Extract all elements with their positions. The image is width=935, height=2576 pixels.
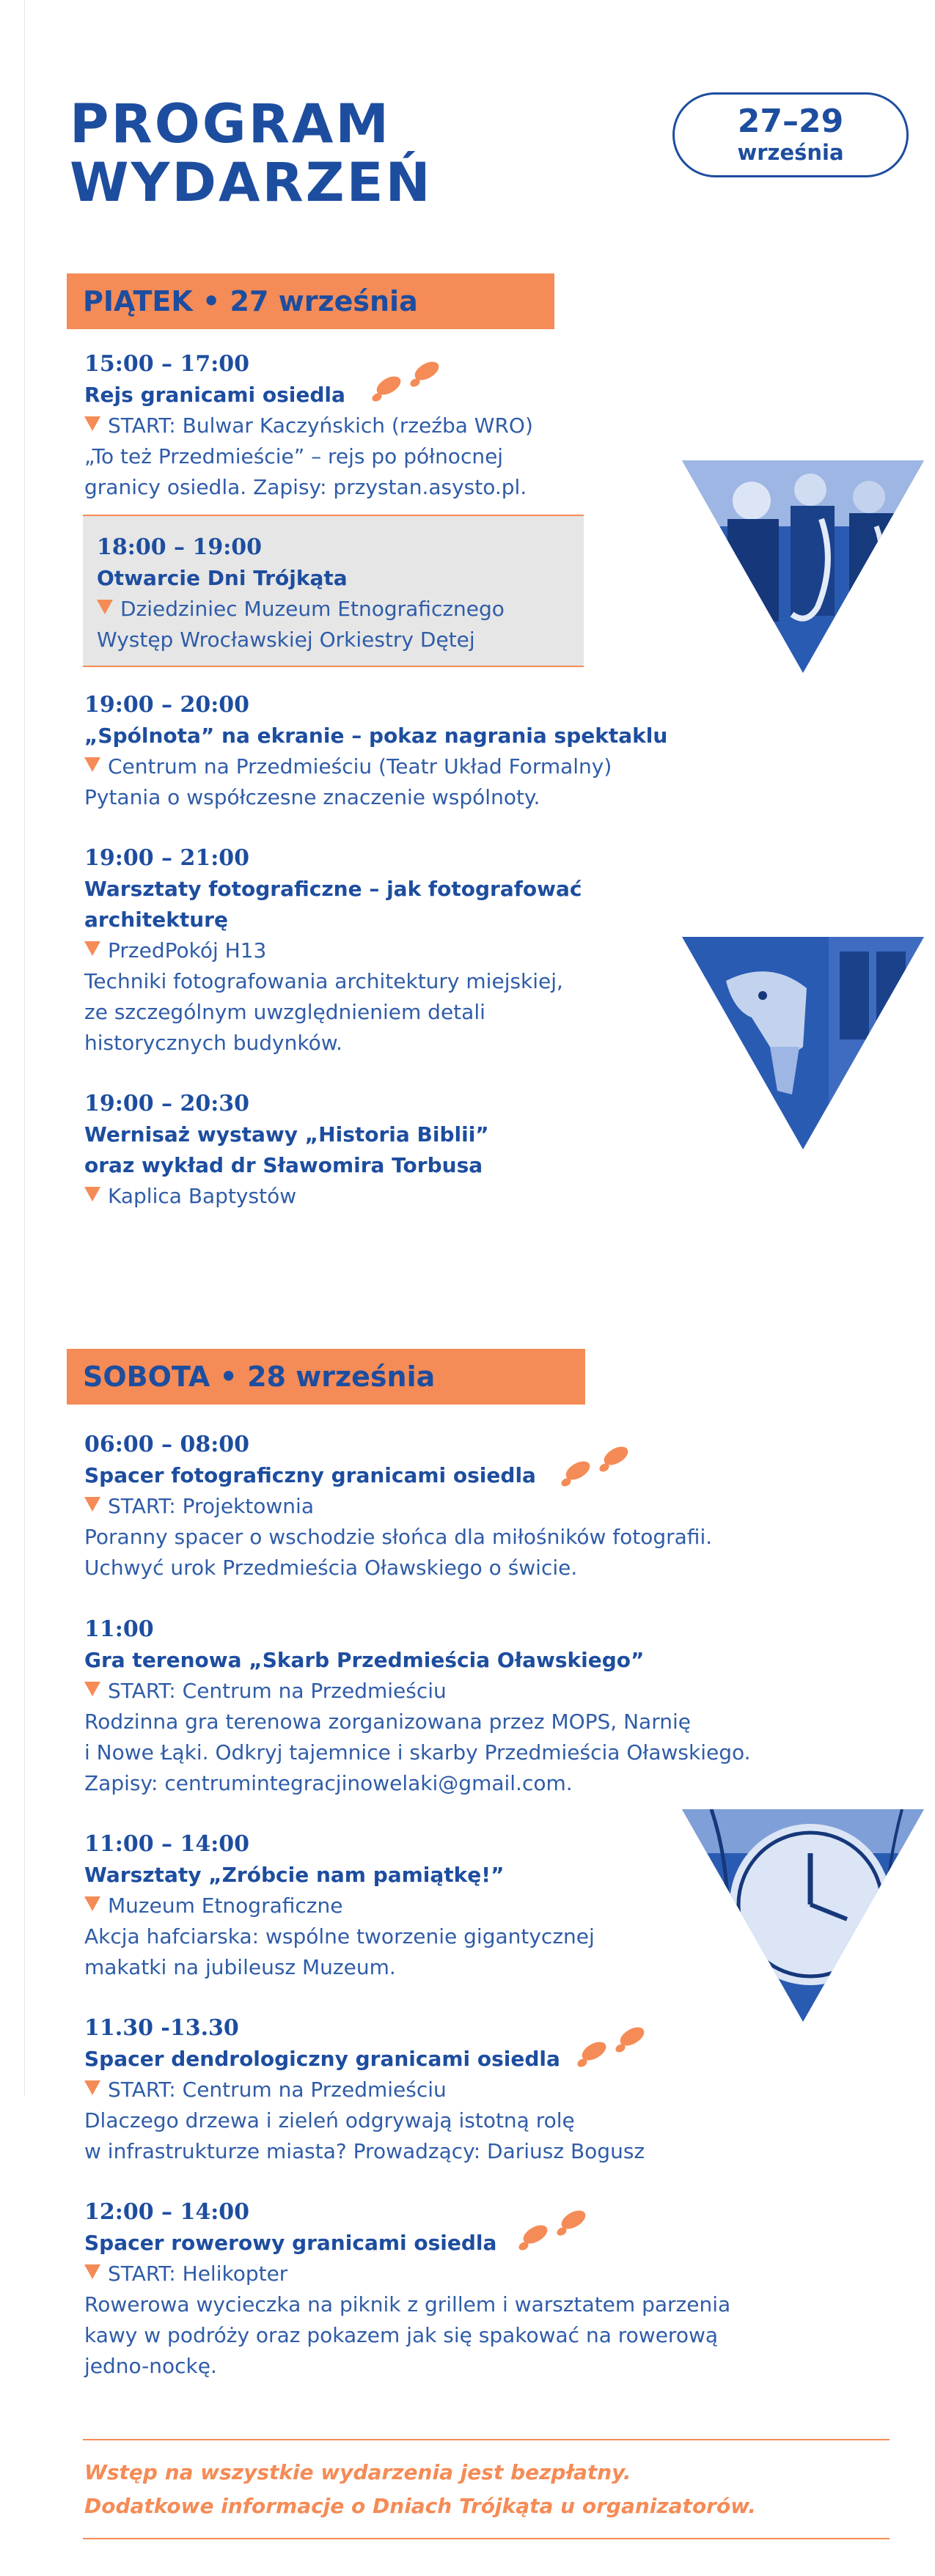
event-friday-3	[84, 690, 788, 813]
event-time: 15:00 – 17:00	[84, 351, 250, 377]
event-desc: kawy w podróży oraz pokazem jak się spakować na rowerową	[84, 2323, 719, 2347]
footer-note	[84, 2456, 891, 2523]
event-name: Spacer dendrologiczny granicami osiedla	[84, 2047, 560, 2071]
event-place: START: Bulwar Kaczyńskich (rzeźba WRO)	[84, 411, 788, 441]
triangle-marker-icon	[84, 1896, 100, 1911]
triangle-marker-icon	[84, 941, 100, 956]
day-banner-friday: PIĄTEK • 27 września	[67, 273, 554, 329]
event-name: „Spólnota” na ekranie – pokaz nagrania spektaklu	[84, 724, 668, 748]
event-place: START: Centrum na Przedmieściu	[84, 2075, 788, 2105]
event-name: oraz wykład dr Sławomira Torbusa	[84, 1153, 483, 1177]
event-place: START: Centrum na Przedmieściu	[84, 1676, 788, 1707]
event-time: 11:00 – 14:00	[84, 1831, 250, 1857]
footprints-icon	[556, 1443, 644, 1487]
event-saturday-4	[84, 2013, 788, 2167]
event-desc: „To też Przedmieście” – rejs po północnej	[84, 444, 504, 468]
event-desc: Pytania o współczesne znaczenie wspólnoty.	[84, 785, 540, 809]
event-name: architekturę	[84, 908, 228, 932]
event-desc: Poranny spacer o wschodzie słońca dla miłośników fotografii.	[84, 1525, 713, 1549]
event-name: Warsztaty „Zróbcie nam pamiątkę!”	[84, 1863, 505, 1887]
event-desc: ze szczególnym uwzględnieniem detali	[84, 1000, 485, 1024]
date-range: 27–29	[737, 103, 844, 140]
event-desc: w infrastrukturze miasta? Prowadzący: Dariusz Bogusz	[84, 2139, 645, 2163]
event-saturday-2	[84, 1614, 788, 1799]
event-time: 11.30 -13.30	[84, 2015, 239, 2041]
event-place: Dziedziniec Muzeum Etnograficznego	[97, 594, 801, 625]
event-name: Wernisaż wystawy „Historia Biblii”	[84, 1122, 489, 1147]
event-place: Kaplica Baptystów	[84, 1181, 788, 1212]
event-place: START: Helikopter	[84, 2259, 788, 2289]
event-desc: makatki na jubileusz Muzeum.	[84, 1955, 396, 1979]
event-name: Warsztaty fotograficzne – jak fotografować	[84, 877, 582, 901]
event-time: 18:00 – 19:00	[97, 534, 263, 560]
event-desc: historycznych budynków.	[84, 1031, 342, 1055]
event-desc: Dlaczego drzewa i zieleń odgrywają istotną rolę	[84, 2108, 575, 2132]
triangle-marker-icon	[84, 1187, 100, 1201]
triangle-marker-icon	[84, 2080, 100, 2095]
event-name: Otwarcie Dni Trójkąta	[97, 566, 348, 590]
footprints-icon	[572, 2023, 660, 2067]
page-title	[70, 95, 433, 213]
triangle-marker-icon	[84, 2264, 100, 2279]
event-name: Spacer rowerowy granicami osiedla	[84, 2231, 497, 2255]
event-desc: Występ Wrocławskiej Orkiestry Dętej	[97, 628, 475, 652]
event-place: START: Projektownia	[84, 1491, 788, 1522]
date-badge	[672, 92, 909, 177]
page-edge	[24, 0, 25, 2097]
event-desc: Uchwyć urok Przedmieścia Oławskiego o świcie.	[84, 1556, 578, 1580]
footer-top-rule	[83, 2439, 890, 2440]
event-place: Centrum na Przedmieściu (Teatr Układ Formalny)	[84, 751, 788, 782]
event-desc: Akcja hafciarska: wspólne tworzenie gigantycznej	[84, 1924, 595, 1948]
event-place: Muzeum Etnograficzne	[84, 1891, 788, 1921]
event-time: 19:00 – 20:30	[84, 1091, 250, 1116]
triangle-marker-icon	[84, 416, 100, 431]
footprints-icon	[367, 358, 455, 402]
triangle-marker-icon	[84, 757, 100, 772]
event-desc: Techniki fotografowania architektury miejskiej,	[84, 969, 563, 993]
architecture-photo	[682, 937, 924, 1149]
event-name: Spacer fotograficzny granicami osiedla	[84, 1463, 536, 1487]
triangle-marker-icon	[97, 600, 113, 614]
event-name: Rejs granicami osiedla	[84, 383, 345, 407]
event-name: Gra terenowa „Skarb Przedmieścia Oławskiego”	[84, 1648, 645, 1672]
event-time: 11:00	[84, 1616, 154, 1642]
event-desc: i Nowe Łąki. Odkryj tajemnice i skarby Przedmieścia Oławskiego.	[84, 1740, 751, 1764]
day-banner-saturday: SOBOTA • 28 września	[67, 1349, 585, 1405]
event-desc: jedno-nockę.	[84, 2354, 217, 2378]
title-line-2: WYDARZEŃ	[70, 152, 433, 214]
orchestra-photo	[682, 460, 924, 673]
footer-line-1: Wstęp na wszystkie wydarzenia jest bezpłatny.	[84, 2460, 631, 2484]
event-saturday-5	[84, 2197, 788, 2382]
event-time: 12:00 – 14:00	[84, 2199, 250, 2225]
footer-line-2: Dodatkowe informacje o Dniach Trójkąta u organizatorów.	[84, 2494, 756, 2518]
event-desc: Rodzinna gra terenowa zorganizowana przez MOPS, Narnię	[84, 1710, 691, 1734]
event-desc: Zapisy: centrumintegracjinowelaki@gmail.com.	[84, 1771, 573, 1795]
event-saturday-1	[84, 1429, 788, 1583]
clock-photo	[682, 1809, 924, 2022]
footer-bottom-rule	[83, 2538, 890, 2539]
event-time: 19:00 – 21:00	[84, 845, 250, 871]
date-month: września	[737, 140, 844, 165]
footprints-icon	[513, 2207, 601, 2251]
triangle-marker-icon	[84, 1497, 100, 1512]
event-time: 19:00 – 20:00	[84, 692, 250, 718]
event-place: PrzedPokój H13	[84, 935, 788, 966]
event-desc: Rowerowa wycieczka na piknik z grillem i warsztatem parzenia	[84, 2292, 731, 2316]
event-desc: granicy osiedla. Zapisy: przystan.asysto.pl.	[84, 475, 527, 499]
triangle-marker-icon	[84, 1682, 100, 1696]
event-time: 06:00 – 08:00	[84, 1432, 250, 1457]
title-line-1: PROGRAM	[70, 93, 392, 155]
